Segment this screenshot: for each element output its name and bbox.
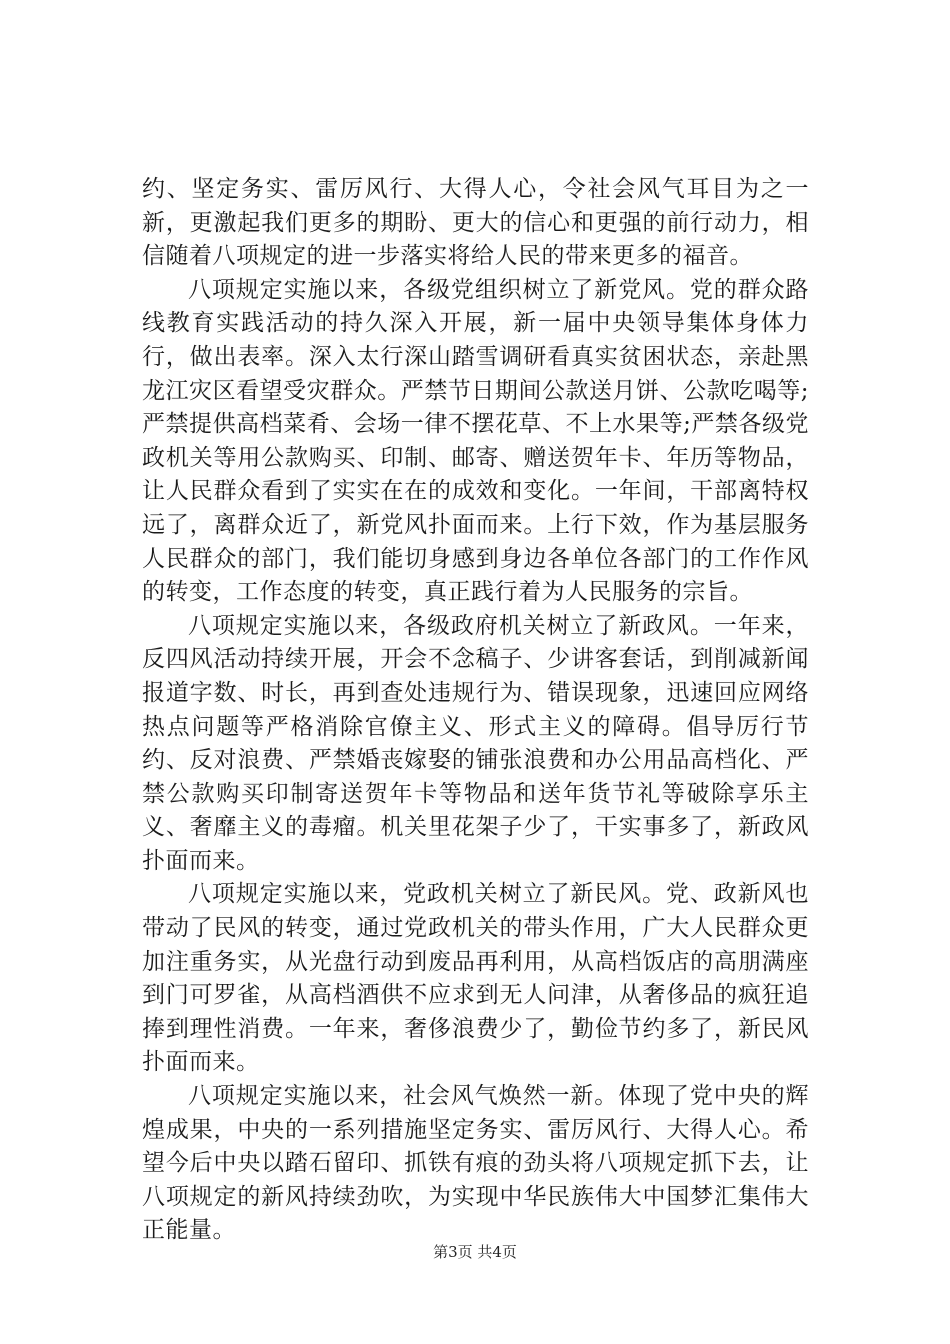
paragraph-party-style: 八项规定实施以来，各级党组织树立了新党风。党的群众路线教育实践活动的持久深入开展，新一届中央领导集体身体力行，做出表率。深入太行深山踏雪调研看真实贫困状态，亲赴黑龙江灾区看望受灾群众。严禁节日期间公款送月饼、公款吃喝等;严禁提供高档菜肴、会场一律不摆花草、不上水果等;严禁各级党政机关等用公款购买、印制、邮寄、赠送贺年卡、年历等物品，让人民群众看到了实实在在的成效和变化。一年间，干部离特权远了，离群众近了，新党风扑面而来。上行下效，作为基层服务人民群众的部门，我们能切身感到身边各单位各部门的工作作风的转变，工作态度的转变，真正践行着为人民服务的宗旨。 xyxy=(142,276,809,606)
paragraph-government-style: 八项规定实施以来，各级政府机关树立了新政风。一年来，反四风活动持续开展，开会不念稿子、少讲客套话，到削减新闻报道字数、时长，再到查处违规行为、错误现象，迅速回应网络热点问题等严格消除官僚主义、形式主义的障碍。倡导厉行节约、反对浪费、严禁婚丧嫁娶的铺张浪费和办公用品高档化、严禁公款购买印制寄送贺年卡等物品和送年货节礼等破除享乐主义、奢靡主义的毒瘤。机关里花架子少了，干实事多了，新政风扑面而来。 xyxy=(142,612,809,874)
paragraph-social-atmosphere: 八项规定实施以来，社会风气焕然一新。体现了党中央的辉煌成果，中央的一系列措施坚定务实、雷厉风行、大得人心。希望今后中央以踏石留印、抓铁有痕的劲头将八项规定抓下去，让八项规定的新风持续劲吹，为实现中华民族伟大中国梦汇集伟大正能量。 xyxy=(142,1083,809,1244)
paragraph-public-style: 八项规定实施以来，党政机关树立了新民风。党、政新风也带动了民风的转变，通过党政机关的带头作用，广大人民群众更加注重务实，从光盘行动到废品再利用，从高档饭店的高朋满座到门可罗雀，从高档酒供不应求到无人问津，从奢侈品的疯狂追捧到理性消费。一年来，奢侈浪费少了，勤俭节约多了，新民风扑面而来。 xyxy=(142,881,809,1076)
body-text xyxy=(142,173,809,1248)
paragraph-continuation: 约、坚定务实、雷厉风行、大得人心，令社会风气耳目为之一新，更激起我们更多的期盼、更大的信心和更强的前行动力，相信随着八项规定的进一步落实将给人民的带来更多的福音。 xyxy=(142,176,809,270)
page-footer: 第3页 共4页 xyxy=(433,1243,517,1261)
